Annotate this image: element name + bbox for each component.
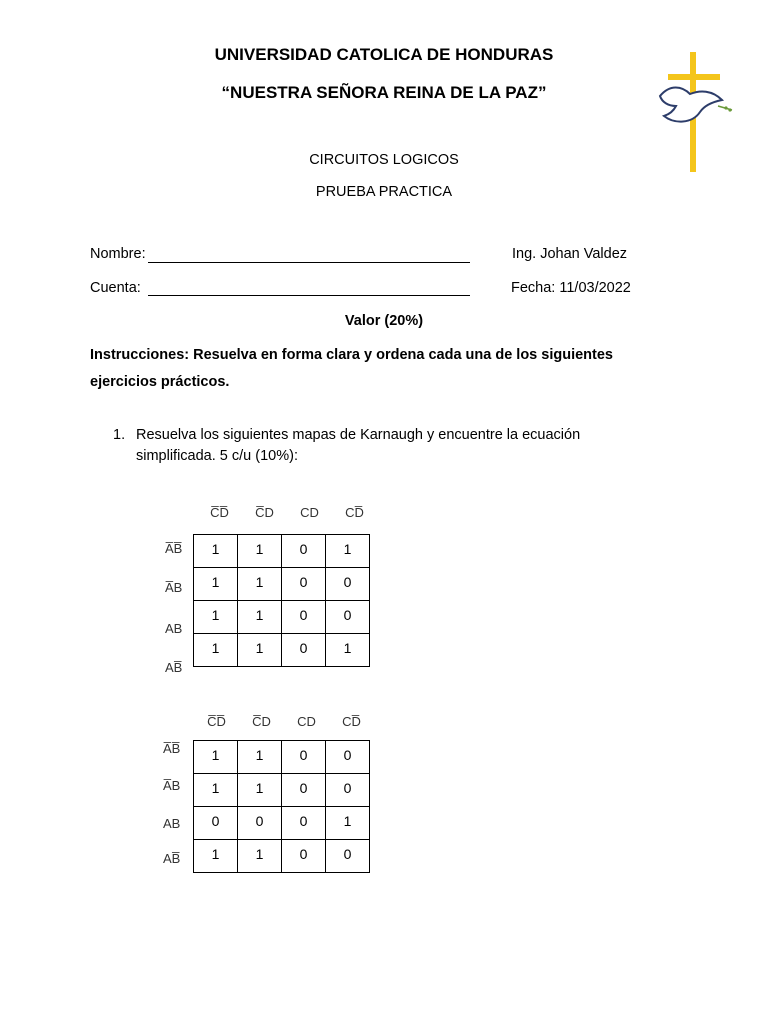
kmap1-cell: 1 <box>194 634 238 667</box>
exam-type: PRUEBA PRACTICA <box>315 184 453 200</box>
question-number: 1. <box>113 427 126 443</box>
kmap2-cell: 1 <box>194 840 238 873</box>
kmap1-cell: 1 <box>238 601 282 634</box>
kmap1-row-header: A̅B̅ <box>165 541 183 556</box>
question-text-line-1: Resuelva los siguientes mapas de Karnaugh y encuentre la ecuación <box>136 427 581 443</box>
kmap1-cell: 1 <box>194 535 238 568</box>
kmap1-cell: 0 <box>282 601 326 634</box>
kmap1-cell: 0 <box>282 535 326 568</box>
kmap2-cell: 0 <box>194 807 238 840</box>
kmap2-column-headers <box>194 714 374 729</box>
kmap2-col-header: C̅D <box>252 714 271 729</box>
kmap2-row-header: A̅B <box>163 778 181 793</box>
name-blank-line <box>148 262 470 263</box>
university-title: UNIVERSIDAD CATOLICA DE HONDURAS <box>214 45 554 64</box>
name-label: Nombre: <box>90 246 146 262</box>
kmap1-cell: 1 <box>194 568 238 601</box>
instructions-line-1: Instrucciones: Resuelva en forma clara y ordena cada una de los siguientes <box>90 347 613 363</box>
kmap1-cell: 1 <box>238 568 282 601</box>
kmap2-cell: 1 <box>238 774 282 807</box>
subject-title: CIRCUITOS LOGICOS <box>309 152 459 168</box>
kmap1-cell: 1 <box>326 634 370 667</box>
table-row <box>194 634 370 667</box>
table-row <box>194 741 370 774</box>
exam-date: Fecha: 11/03/2022 <box>511 280 631 296</box>
kmap2-cell: 0 <box>326 840 370 873</box>
table-row <box>194 840 370 873</box>
teacher-name: Ing. Johan Valdez <box>512 246 628 262</box>
kmap1-col-header: CD <box>300 505 319 520</box>
kmap2-row-header: A̅B̅ <box>163 741 181 756</box>
kmap2-row-header: AB̅ <box>163 851 181 866</box>
kmap2-cell: 1 <box>194 741 238 774</box>
kmap1-cell: 1 <box>238 634 282 667</box>
kmap2-cell: 0 <box>238 807 282 840</box>
kmap1-cell: 0 <box>282 634 326 667</box>
kmap2-cell: 0 <box>282 774 326 807</box>
kmap1-row-header: AB <box>165 621 183 636</box>
question-text-line-2: simplificada. 5 c/u (10%): <box>136 448 298 464</box>
kmap2-cell: 0 <box>326 741 370 774</box>
kmap2-row-header: AB <box>163 816 181 831</box>
kmap1-cell: 0 <box>282 568 326 601</box>
kmap2-col-header: CD <box>297 714 316 729</box>
kmap1-col-header: CD̅ <box>345 505 364 520</box>
table-row <box>194 568 370 601</box>
exam-value: Valor (20%) <box>344 313 424 329</box>
instructions-line-2: ejercicios prácticos. <box>90 374 230 390</box>
campus-title: “NUESTRA SEÑORA REINA DE LA PAZ” <box>221 83 547 102</box>
kmap2-col-header: C̅D̅ <box>207 714 226 729</box>
kmap1-row-header: A̅B <box>165 580 183 595</box>
account-blank-line <box>148 295 470 296</box>
kmap2-cell: 0 <box>282 840 326 873</box>
kmap1-cell: 1 <box>326 535 370 568</box>
kmap2-cell: 0 <box>326 774 370 807</box>
kmap1-cell: 1 <box>238 535 282 568</box>
account-label: Cuenta: <box>90 280 141 296</box>
kmap1-cell: 0 <box>326 568 370 601</box>
kmap1-cell: 0 <box>326 601 370 634</box>
kmap2-cell: 1 <box>238 840 282 873</box>
kmap2-cell: 1 <box>238 741 282 774</box>
kmap1-row-header: AB̅ <box>165 660 183 675</box>
table-row <box>194 601 370 634</box>
table-row <box>194 535 370 568</box>
kmap2-cell: 1 <box>326 807 370 840</box>
kmap2-col-header: CD̅ <box>342 714 361 729</box>
kmap2-cell: 1 <box>194 774 238 807</box>
kmap2-table <box>193 740 370 873</box>
table-row <box>194 774 370 807</box>
kmap1-cell: 1 <box>194 601 238 634</box>
kmap2-cell: 0 <box>282 807 326 840</box>
kmap1-col-header: C̅D <box>255 505 274 520</box>
table-row <box>194 807 370 840</box>
kmap1-table <box>193 534 370 667</box>
kmap2-cell: 0 <box>282 741 326 774</box>
kmap1-column-headers <box>197 505 377 520</box>
kmap1-col-header: C̅D̅ <box>210 505 229 520</box>
